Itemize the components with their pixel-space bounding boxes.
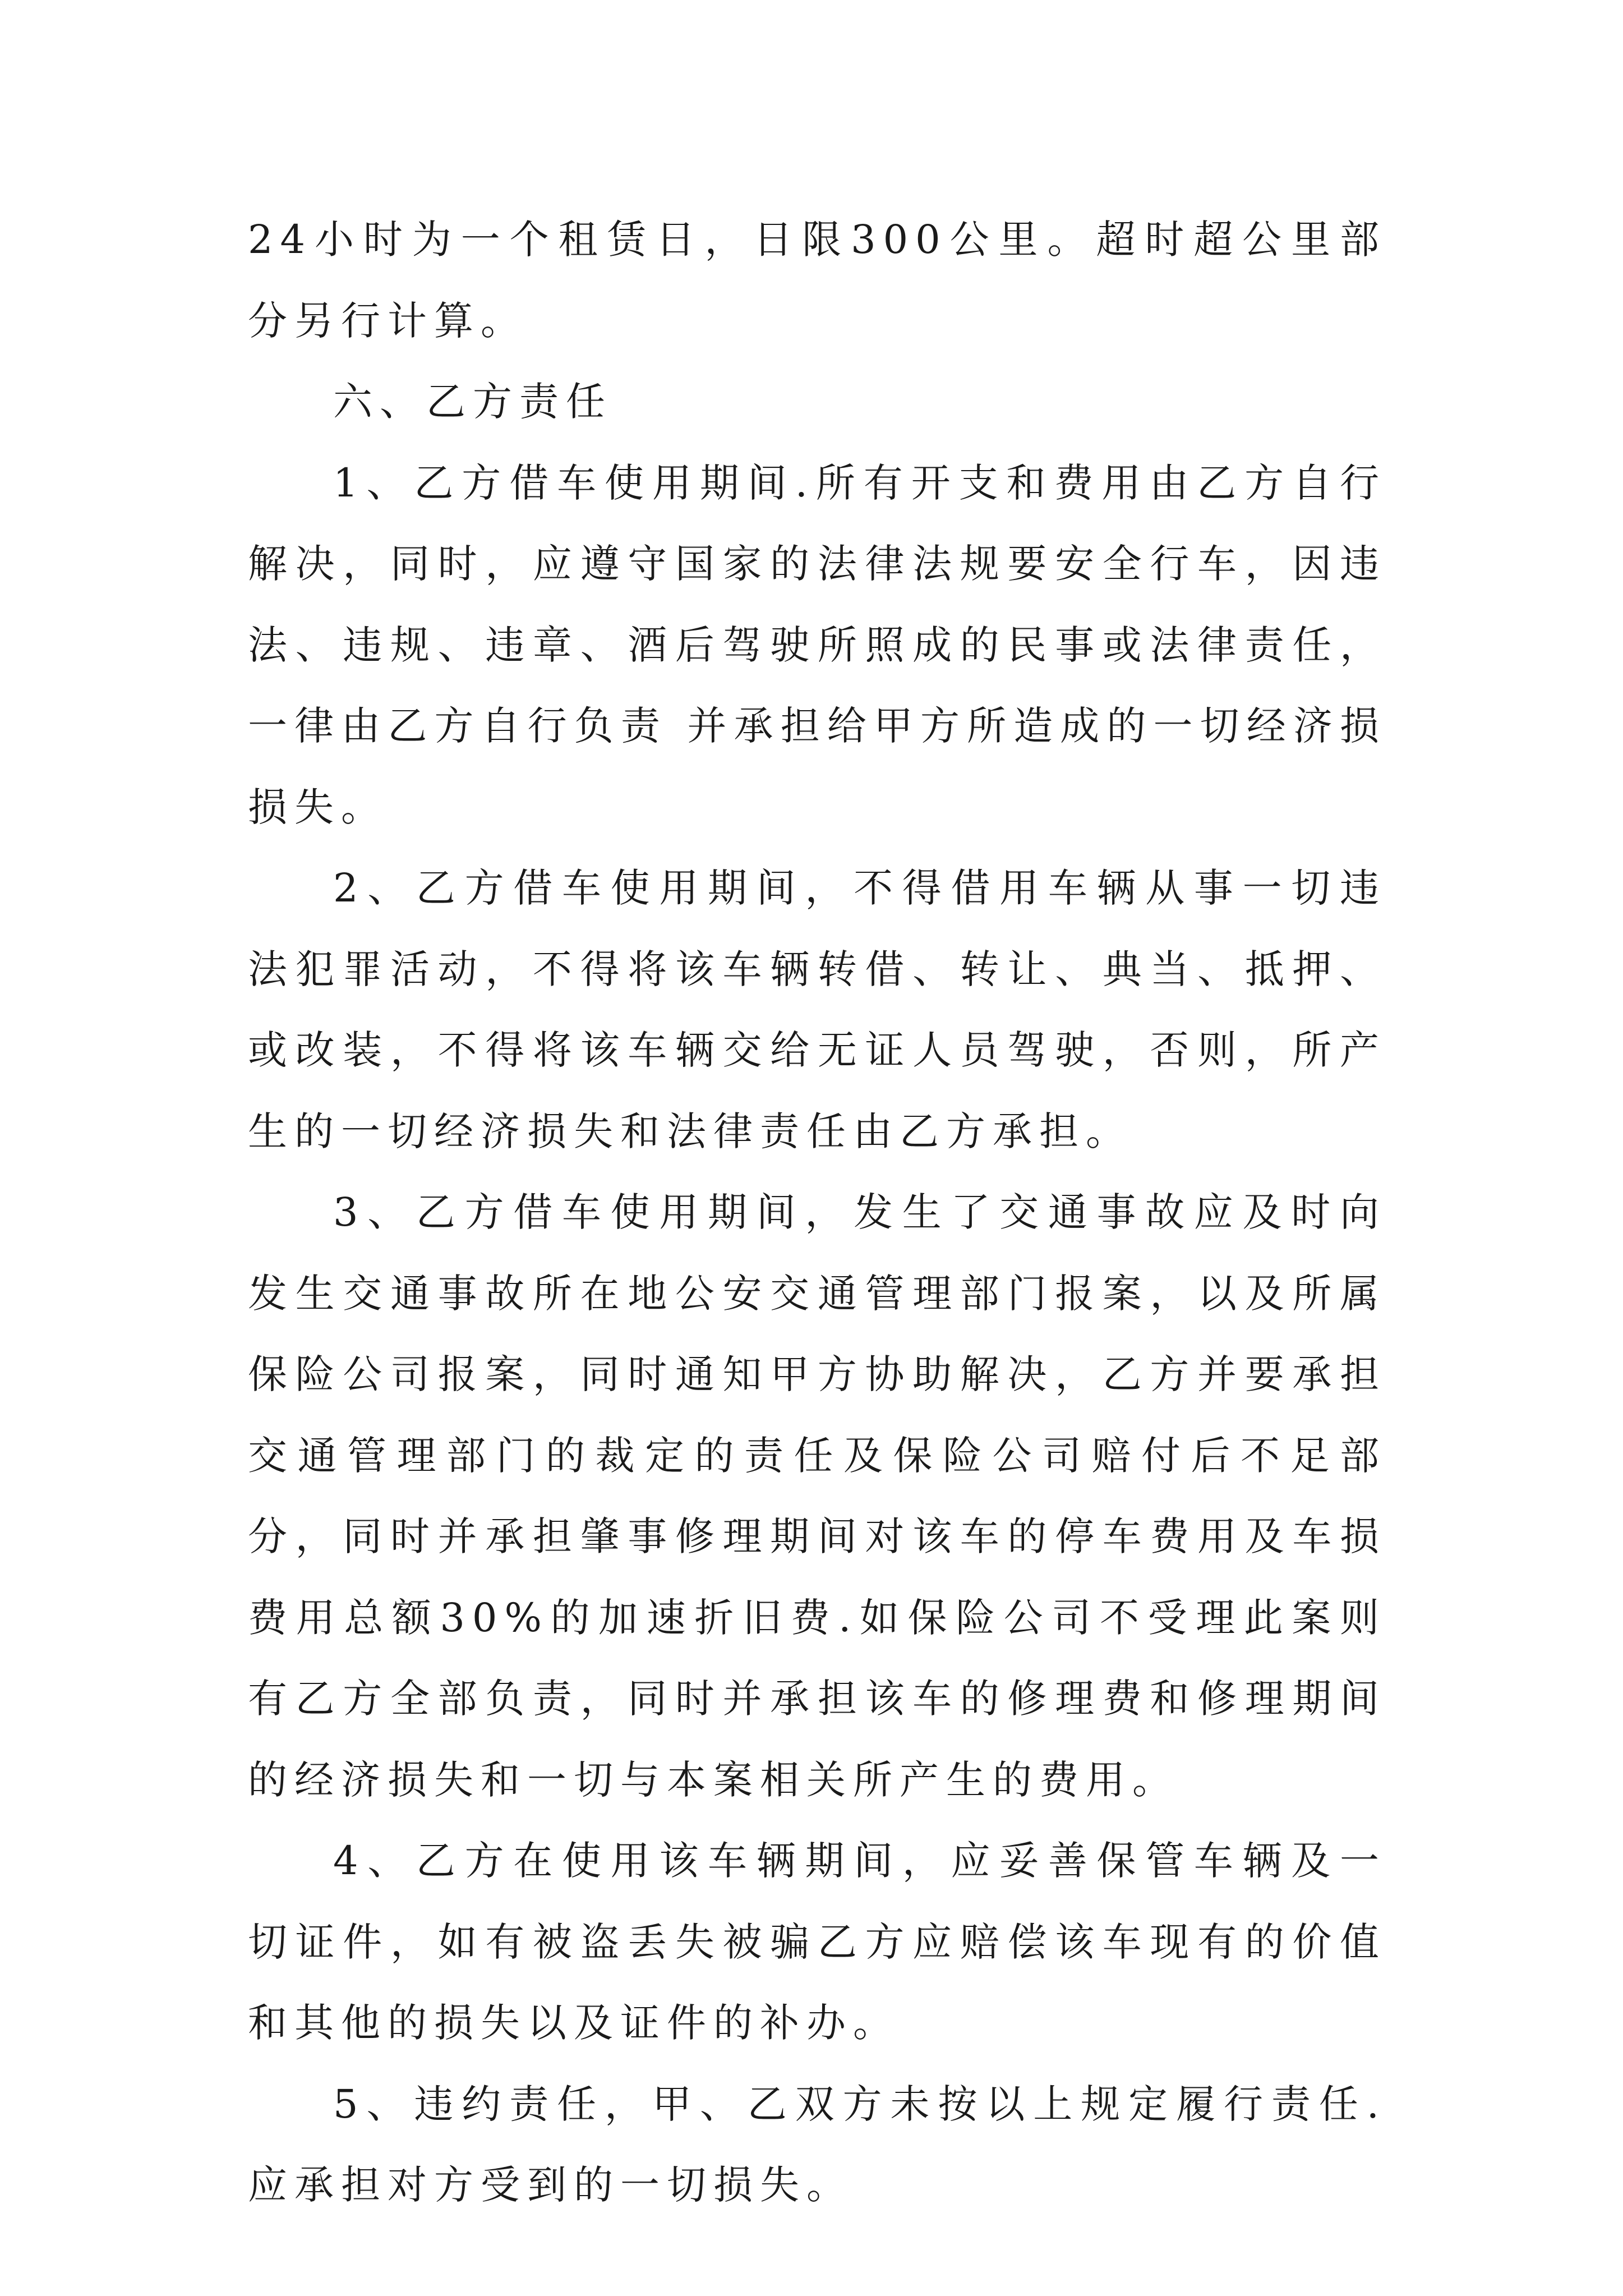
clause-1-expenses-and-legal-liability: 1、乙方借车使用期间.所有开支和费用由乙方自行解决，同时，应遵守国家的法律法规要安全行车，因违法、违规、违章、酒后驾驶所照成的民事或法律责任，一律由乙方自行负责 并承担给甲方所造成的一切经济损损失。 bbox=[248, 459, 1386, 830]
clause-5-breach-liability: 5、违约责任，甲、乙双方未按以上规定履行责任.应承担对方受到的一切损失。 bbox=[248, 2081, 1386, 2208]
clause-3-traffic-accident: 3、乙方借车使用期间，发生了交通事故应及时向发生交通事故所在地公安交通管理部门报案，以及所属保险公司报案，同时通知甲方协助解决，乙方并要承担交通管理部门的裁定的责任及保险公司赔付后不足部分，同时并承担肇事修理期间对该车的停车费用及车损费用总额30%的加速折旧费.如保险公司不受理此案则有乙方全部负责，同时并承担该车的修理费和修理期间的经济损失和一切与本案相关所产生的费用。 bbox=[248, 1189, 1386, 1803]
section-heading-party-b-responsibility: 六、乙方责任 bbox=[333, 379, 612, 425]
clause-2-prohibited-use: 2、乙方借车使用期间，不得借用车辆从事一切违法犯罪活动，不得将该车辆转借、转让、典当、抵押、或改装，不得将该车辆交给无证人员驾驶，否则，所产生的一切经济损失和法律责任由乙方承担。 bbox=[248, 865, 1386, 1154]
clause-4-safekeeping: 4、乙方在使用该车辆期间，应妥善保管车辆及一切证件，如有被盗丢失被骗乙方应赔偿该车现有的价值和其他的损失以及证件的补办。 bbox=[248, 1838, 1386, 2046]
document-body bbox=[248, 199, 1386, 2226]
paragraph-rental-day-definition: 24小时为一个租赁日，日限300公里。超时超公里部分另行计算。 bbox=[248, 217, 1386, 344]
